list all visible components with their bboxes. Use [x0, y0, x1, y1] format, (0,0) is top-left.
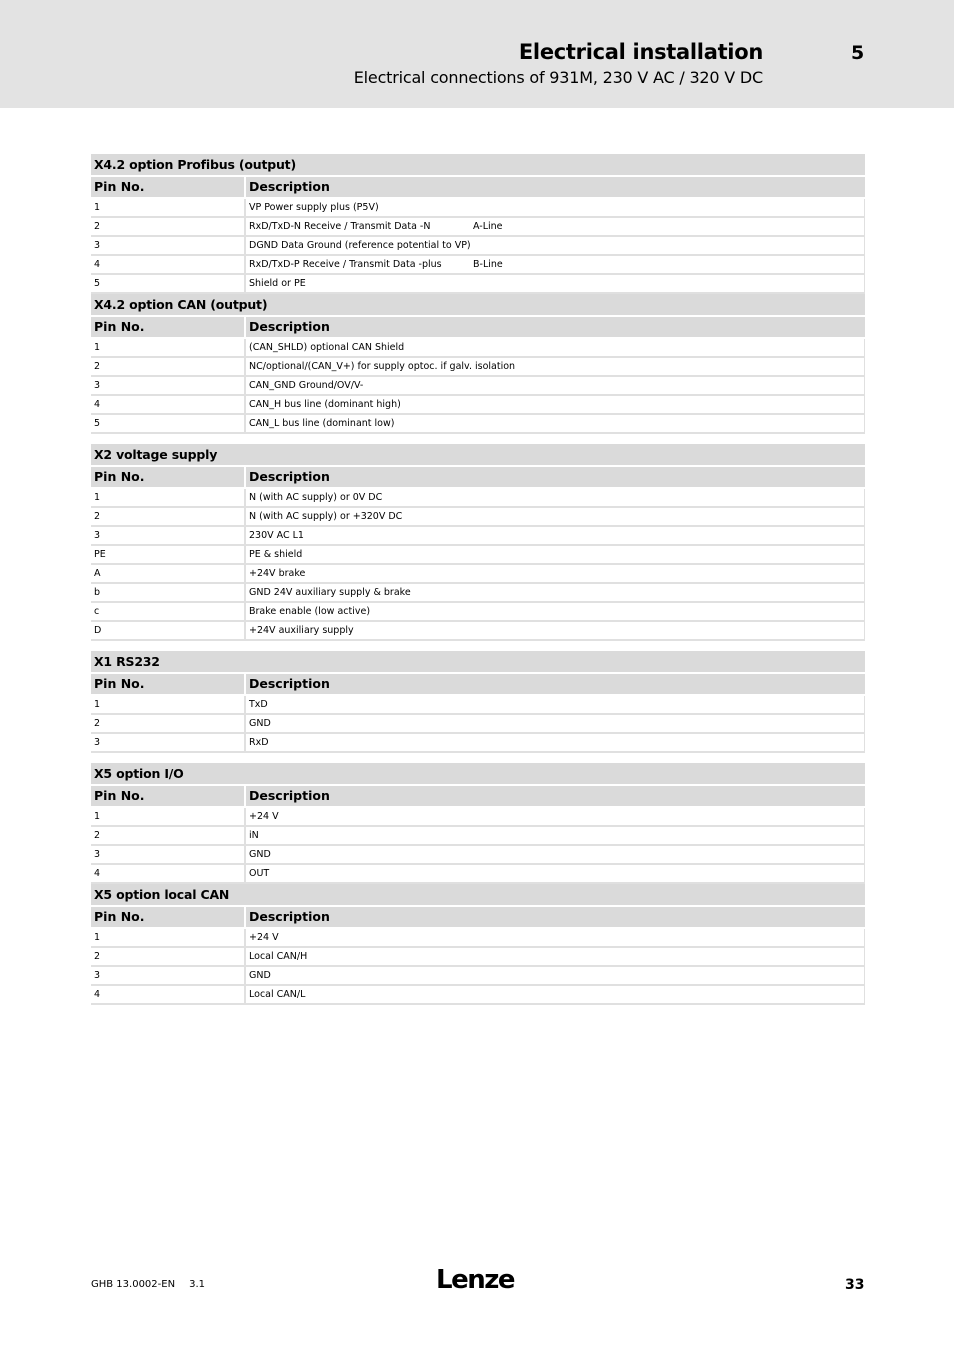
table-row: [91, 415, 865, 434]
table-row: [91, 865, 865, 884]
column-header-description: Description: [249, 676, 330, 691]
table-row: [91, 808, 865, 827]
column-header-pin: Pin No.: [91, 674, 246, 694]
section-title: X1 RS232: [91, 651, 865, 674]
pin-cell: 3: [91, 237, 246, 254]
table-row: [91, 622, 865, 641]
pin-cell: b: [91, 584, 246, 601]
table-row: [91, 734, 865, 753]
table-group: [91, 651, 865, 753]
table-row: [91, 986, 865, 1005]
description-text: GND: [249, 849, 271, 860]
pin-cell: 4: [91, 396, 246, 413]
description-cell: [246, 546, 865, 563]
pin-cell: 1: [91, 489, 246, 506]
column-header-description: Description: [249, 909, 330, 924]
section-title: X5 option I/O: [91, 763, 865, 786]
pin-cell: 4: [91, 865, 246, 882]
column-header-pin: Pin No.: [91, 317, 246, 337]
description-text: GND 24V auxiliary supply & brake: [249, 587, 411, 598]
table-row: [91, 948, 865, 967]
table-row: [91, 827, 865, 846]
column-header-pin: Pin No.: [91, 177, 246, 197]
description-cell: [246, 986, 865, 1003]
description-cell: [246, 377, 865, 394]
description-text: VP Power supply plus (P5V): [249, 202, 379, 213]
table-row: [91, 967, 865, 986]
description-text: N (with AC supply) or +320V DC: [249, 511, 403, 522]
description-text: DGND Data Ground (reference potential to VP): [249, 240, 471, 251]
description-cell: [246, 846, 865, 863]
description-text: +24 V: [249, 932, 279, 943]
page-subtitle: Electrical connections of 931M, 230 V AC / 320 V DC: [353, 68, 763, 87]
description-cell: [246, 508, 865, 525]
pin-cell: 4: [91, 256, 246, 273]
description-cell: [246, 358, 865, 375]
column-header-description: Description: [249, 179, 330, 194]
description-text: NC/optional/(CAN_V+) for supply optoc. if galv. isolation: [249, 361, 516, 372]
description-text: (CAN_SHLD) optional CAN Shield: [249, 342, 405, 353]
description-text: +24V brake: [249, 568, 306, 579]
description-cell: [246, 415, 865, 432]
column-header-pin: Pin No.: [91, 467, 246, 487]
description-cell: [246, 622, 865, 639]
description-text: iN: [249, 830, 259, 841]
line-label: A-Line: [473, 221, 503, 232]
description-cell: [246, 256, 865, 273]
page-title: Electrical installation: [518, 40, 763, 64]
table-row: [91, 256, 865, 275]
table-row: [91, 199, 865, 218]
table-header-row: [91, 907, 865, 929]
section-title: X5 option local CAN: [91, 884, 865, 907]
table-row: [91, 603, 865, 622]
section-title: X4.2 option Profibus (output): [91, 154, 865, 177]
column-header-description: Description: [249, 469, 330, 484]
pin-cell: 3: [91, 377, 246, 394]
description-text: Local CAN/H: [249, 951, 308, 962]
pin-cell: 1: [91, 808, 246, 825]
description-text: +24 V: [249, 811, 279, 822]
column-header-description: Description: [249, 319, 330, 334]
table-row: [91, 565, 865, 584]
description-text: RxD/TxD-N Receive / Transmit Data -N: [249, 221, 431, 232]
table-group: [91, 154, 865, 434]
description-cell: [246, 734, 865, 751]
pin-cell: 3: [91, 527, 246, 544]
description-text: RxD: [249, 737, 269, 748]
description-cell: [246, 929, 865, 946]
description-text: GND: [249, 718, 271, 729]
table-group: [91, 444, 865, 641]
table-row: [91, 929, 865, 948]
description-text: CAN_GND Ground/OV/V-: [249, 380, 364, 391]
description-cell: [246, 237, 865, 254]
description-cell: [246, 218, 865, 235]
pin-cell: 1: [91, 199, 246, 216]
pin-cell: 3: [91, 846, 246, 863]
pin-cell: 5: [91, 415, 246, 432]
table-row: [91, 527, 865, 546]
table-row: [91, 396, 865, 415]
pin-cell: A: [91, 565, 246, 582]
column-header-description: Description: [249, 788, 330, 803]
description-text: Local CAN/L: [249, 989, 306, 1000]
table-header-row: [91, 177, 865, 199]
description-cell: [246, 339, 865, 356]
column-header-pin: Pin No.: [91, 907, 246, 927]
pin-cell: 2: [91, 715, 246, 732]
description-cell: [246, 565, 865, 582]
description-cell: [246, 584, 865, 601]
description-text: PE & shield: [249, 549, 303, 560]
table-row: [91, 218, 865, 237]
description-cell: [246, 967, 865, 984]
chapter-number: 5: [851, 42, 865, 64]
pin-cell: PE: [91, 546, 246, 563]
line-label: B-Line: [473, 259, 503, 270]
description-cell: [246, 948, 865, 965]
description-cell: [246, 275, 865, 292]
description-text: Brake enable (low active): [249, 606, 371, 617]
description-text: 230V AC L1: [249, 530, 304, 541]
table-row: [91, 584, 865, 603]
table-row: [91, 237, 865, 256]
table-row: [91, 696, 865, 715]
pin-cell: 2: [91, 948, 246, 965]
description-cell: [246, 199, 865, 216]
table-header-row: [91, 467, 865, 489]
table-row: [91, 358, 865, 377]
description-text: CAN_H bus line (dominant high): [249, 399, 401, 410]
table-row: [91, 508, 865, 527]
description-cell: [246, 489, 865, 506]
pin-cell: 1: [91, 696, 246, 713]
lenze-logo: [436, 1263, 516, 1295]
pin-cell: 4: [91, 986, 246, 1003]
description-text: N (with AC supply) or 0V DC: [249, 492, 383, 503]
doc-version: 3.1: [189, 1279, 205, 1290]
table-header-row: [91, 674, 865, 696]
table-row: [91, 339, 865, 358]
page-number: 33: [845, 1277, 865, 1293]
table-header-row: [91, 317, 865, 339]
pin-cell: 2: [91, 358, 246, 375]
table-header-row: [91, 786, 865, 808]
page-header: [0, 0, 954, 108]
pin-cell: 5: [91, 275, 246, 292]
description-text: GND: [249, 970, 271, 981]
description-cell: [246, 808, 865, 825]
table-group: [91, 763, 865, 1005]
doc-id: GHB 13.0002-EN: [91, 1279, 176, 1290]
description-text: CAN_L bus line (dominant low): [249, 418, 395, 429]
pin-cell: 1: [91, 339, 246, 356]
pin-assignment-tables: [91, 154, 865, 1015]
pin-cell: 3: [91, 734, 246, 751]
description-cell: [246, 827, 865, 844]
description-cell: [246, 603, 865, 620]
section-title: X2 voltage supply: [91, 444, 865, 467]
section-title: X4.2 option CAN (output): [91, 294, 865, 317]
pin-cell: 3: [91, 967, 246, 984]
description-cell: [246, 715, 865, 732]
table-row: [91, 377, 865, 396]
table-row: [91, 489, 865, 508]
description-text: OUT: [249, 868, 270, 879]
pin-cell: 2: [91, 218, 246, 235]
description-text: TxD: [249, 699, 268, 710]
pin-cell: 2: [91, 827, 246, 844]
pin-cell: D: [91, 622, 246, 639]
pin-cell: 1: [91, 929, 246, 946]
table-row: [91, 275, 865, 294]
description-text: +24V auxiliary supply: [249, 625, 354, 636]
logo-text: Lenze: [436, 1265, 514, 1295]
description-cell: [246, 696, 865, 713]
pin-cell: c: [91, 603, 246, 620]
table-row: [91, 546, 865, 565]
column-header-pin: Pin No.: [91, 786, 246, 806]
description-cell: [246, 527, 865, 544]
footer-doc-info: [91, 1279, 219, 1290]
description-text: RxD/TxD-P Receive / Transmit Data -plus: [249, 259, 442, 270]
description-cell: [246, 865, 865, 882]
description-cell: [246, 396, 865, 413]
table-row: [91, 715, 865, 734]
description-text: Shield or PE: [249, 278, 306, 289]
table-row: [91, 846, 865, 865]
pin-cell: 2: [91, 508, 246, 525]
